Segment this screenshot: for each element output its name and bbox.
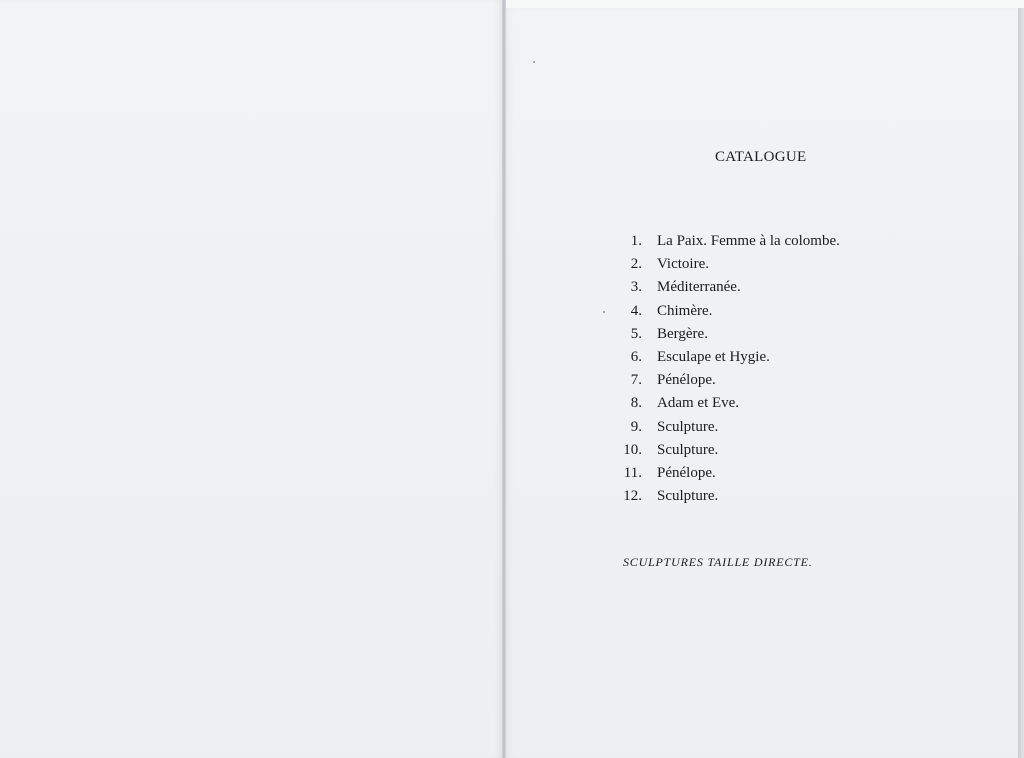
item-number: 6.	[630, 348, 642, 365]
item-title: Adam et Eve.	[657, 395, 740, 412]
paper-speck	[603, 311, 605, 313]
item-title: Méditerranée.	[657, 279, 741, 296]
list-item	[614, 417, 840, 440]
catalogue-title: CATALOGUE	[715, 149, 807, 165]
list-item	[614, 277, 840, 300]
item-number: 10.	[623, 441, 642, 458]
item-title: Bergère.	[657, 325, 708, 342]
item-number: 11.	[623, 464, 642, 481]
item-title: Esculape et Hygie.	[657, 348, 770, 365]
item-title: Pénélope.	[657, 372, 716, 389]
item-title: Chimère.	[657, 302, 713, 319]
page-edge	[1018, 8, 1024, 758]
paper-speck	[533, 61, 535, 63]
item-number: 2.	[630, 256, 642, 273]
item-number: 7.	[630, 372, 642, 389]
item-title: Pénélope.	[657, 464, 716, 481]
list-item	[614, 301, 840, 324]
list-item	[614, 440, 840, 463]
list-item	[614, 254, 840, 277]
catalogue-subtitle: SCULPTURES TAILLE DIRECTE.	[623, 555, 813, 569]
list-item	[614, 324, 840, 347]
item-number: 12.	[623, 488, 642, 505]
list-item	[614, 463, 840, 486]
item-title: Sculpture.	[657, 418, 719, 435]
item-number: 4.	[630, 302, 642, 319]
catalogue-list	[614, 231, 840, 509]
left-page	[0, 0, 503, 758]
item-number: 8.	[630, 395, 642, 412]
item-title: Victoire.	[657, 256, 709, 273]
list-item	[614, 231, 840, 254]
item-number: 3.	[630, 279, 642, 296]
page-gutter	[502, 0, 506, 758]
list-item	[614, 486, 840, 509]
list-item	[614, 370, 840, 393]
list-item	[614, 393, 840, 416]
item-number: 9.	[630, 418, 642, 435]
item-number: 1.	[630, 233, 642, 249]
item-title: Sculpture.	[657, 488, 719, 505]
item-title: Sculpture.	[657, 441, 719, 458]
item-title: La Paix. Femme à la colombe.	[657, 233, 840, 249]
list-item	[614, 347, 840, 370]
item-number: 5.	[630, 325, 642, 342]
